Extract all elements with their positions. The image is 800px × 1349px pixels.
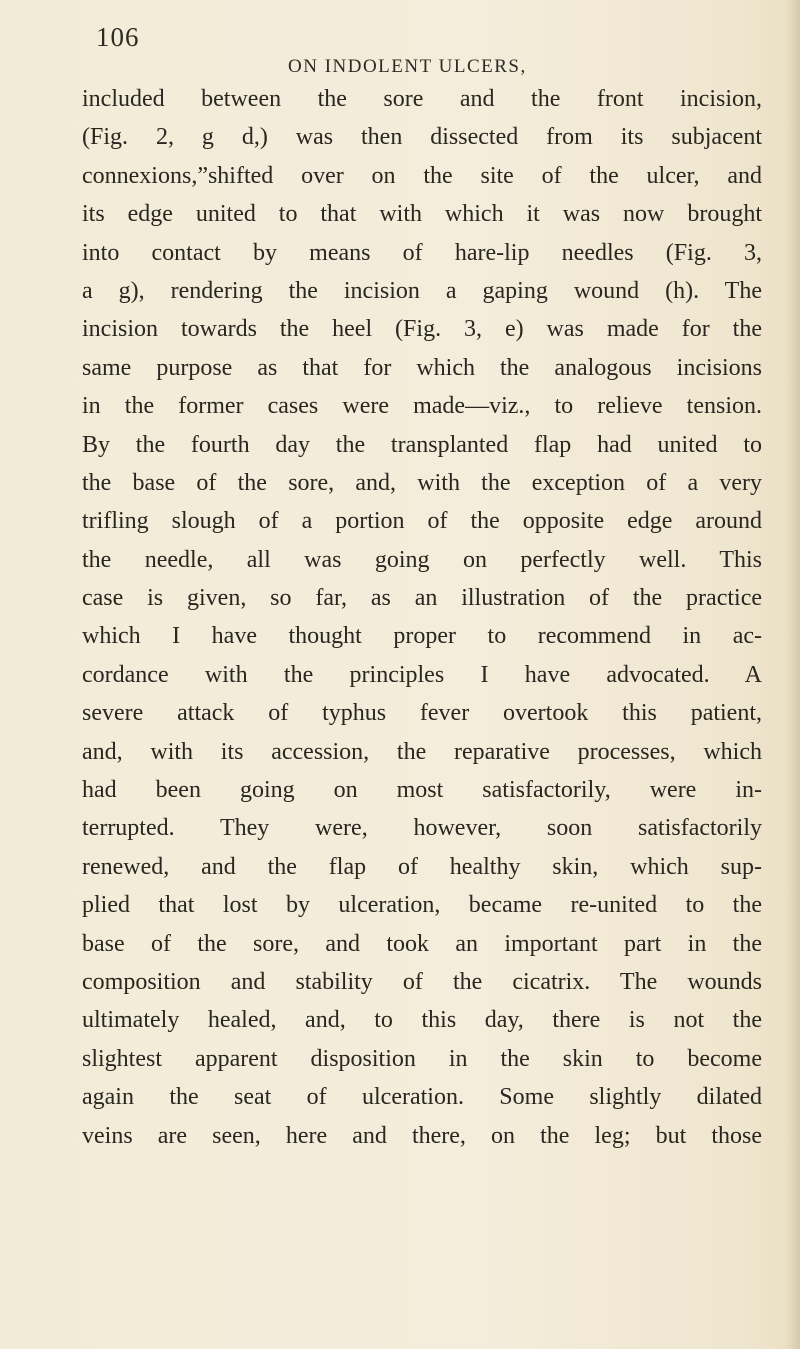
text-line: the base of the sore, and, with the exception of a very	[82, 469, 762, 496]
text-line: had been going on most satisfactorily, were in-	[82, 777, 762, 804]
text-line: base of the sore, and took an important part in the	[82, 930, 762, 957]
body-text	[82, 80, 762, 1155]
text-line: ultimately healed, and, to this day, there is not the	[82, 1007, 762, 1034]
text-line: By the fourth day the transplanted flap had united to	[82, 431, 762, 458]
text-line: severe attack of typhus fever overtook this patient,	[82, 700, 762, 727]
page-number: 106	[96, 22, 140, 52]
text-line: the needle, all was going on perfectly well. This	[82, 546, 762, 573]
text-line: a g), rendering the incision a gaping wound (h). The	[82, 277, 762, 304]
text-line: its edge united to that with which it was now brought	[82, 201, 762, 228]
text-line: cordance with the principles I have advocated. A	[82, 661, 762, 688]
text-line: slightest apparent disposition in the skin to become	[82, 1045, 762, 1072]
text-line: same purpose as that for which the analogous incisions	[82, 354, 762, 381]
text-line: veins are seen, here and there, on the leg; but those	[82, 1122, 762, 1149]
text-line: into contact by means of hare-lip needles (Fig. 3,	[82, 239, 762, 266]
page-header	[96, 22, 786, 77]
text-line: connexions,”shifted over on the site of the ulcer, and	[82, 162, 762, 189]
running-title: ON INDOLENT ULCERS,	[288, 56, 527, 77]
text-line: composition and stability of the cicatrix. The wounds	[82, 968, 762, 995]
text-line: (Fig. 2, g d,) was then dissected from its subjacent	[82, 124, 762, 151]
text-line: trifling slough of a portion of the opposite edge around	[82, 508, 762, 535]
text-line: renewed, and the flap of healthy skin, which sup-	[82, 853, 762, 880]
text-line: included between the sore and the front incision,	[82, 86, 762, 112]
text-line: again the seat of ulceration. Some slightly dilated	[82, 1084, 762, 1111]
text-line: terrupted. They were, however, soon satisfactorily	[82, 815, 762, 842]
page-edge-shadow	[786, 0, 800, 1349]
text-line: and, with its accession, the reparative processes, which	[82, 738, 762, 765]
text-line: plied that lost by ulceration, became re-united to the	[82, 892, 762, 919]
text-line: case is given, so far, as an illustration of the practice	[82, 585, 762, 612]
text-line: in the former cases were made—viz., to relieve tension.	[82, 393, 762, 420]
text-line: which I have thought proper to recommend in ac-	[82, 623, 762, 650]
text-line: incision towards the heel (Fig. 3, e) was made for the	[82, 316, 762, 343]
